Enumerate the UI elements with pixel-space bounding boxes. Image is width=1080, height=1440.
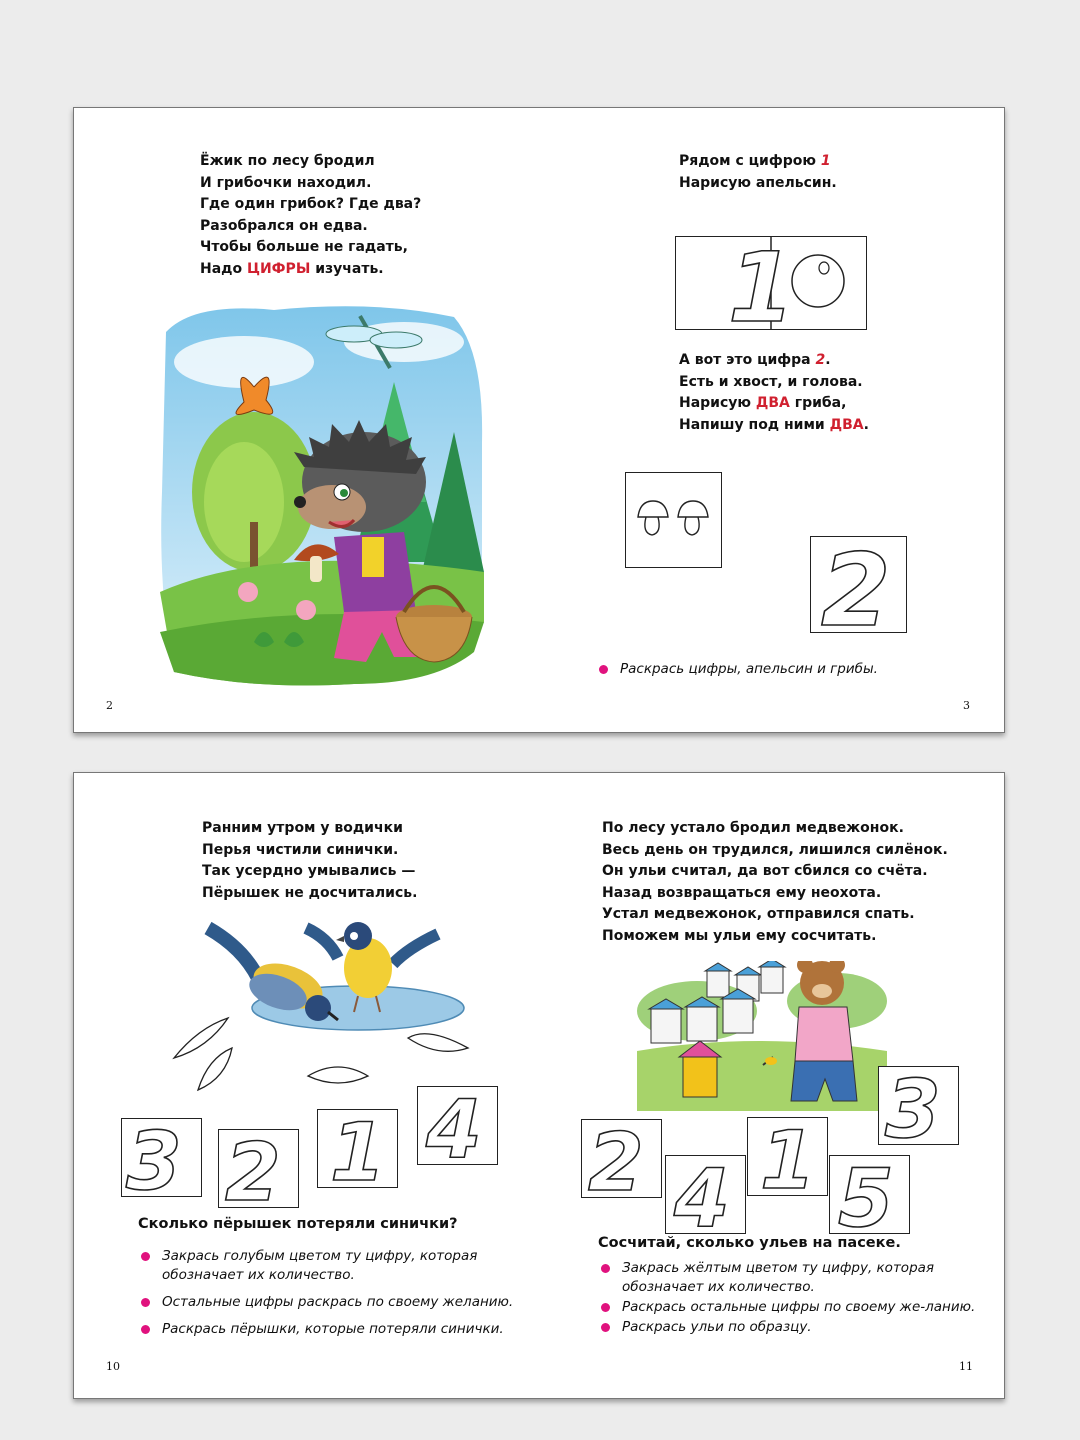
poem-line: Пёрышек не досчитались. — [202, 884, 418, 901]
digit-outline-2: 2 — [225, 1130, 281, 1207]
bullet-icon — [141, 1325, 150, 1334]
digit-outline-2: 2 — [588, 1120, 644, 1197]
digit-two-frame — [810, 536, 907, 633]
poem-line: Напишу под ними ДВА. — [679, 416, 869, 433]
task-color-digits: Раскрась цифры, апельсин и грибы. — [596, 660, 878, 679]
feather-outline-2 — [198, 1048, 232, 1090]
digit-outline-4: 4 — [426, 1087, 482, 1164]
hives-question: Сосчитай, сколько ульев на пасеке. — [598, 1235, 901, 1251]
bullet-icon — [599, 665, 608, 674]
digit-one-outline: 1 — [728, 237, 795, 329]
bear-apiary-illustration — [637, 961, 887, 1111]
digit-box-4 — [665, 1155, 746, 1234]
digit-outline-3: 3 — [885, 1067, 941, 1144]
spread-pages-2-3 — [73, 107, 1005, 733]
page-number-left: 10 — [106, 1360, 120, 1373]
spread-pages-10-11 — [73, 772, 1005, 1399]
poem-line: Весь день он трудился, лишился силёнок. — [602, 841, 948, 858]
two-mushrooms-frame — [625, 472, 722, 568]
orange-outline — [792, 255, 844, 307]
feather-outline-4 — [408, 1034, 468, 1052]
feathers-tasks: Закрась голубым цветом ту цифру, которая обозначает их количество. Остальные цифры раскрась по своему желанию. Раскрась пёрышки, которые потеряли синички. — [138, 1247, 518, 1339]
digit-box-2 — [218, 1129, 299, 1208]
bullet-icon — [141, 1298, 150, 1307]
digit-outline-1: 1 — [760, 1118, 816, 1195]
poem-line: По лесу устало бродил медвежонок. — [602, 820, 904, 836]
poem-line: Ёжик по лесу бродил — [200, 153, 375, 169]
mushroom-outline-2 — [678, 501, 708, 535]
digit-outline-1: 1 — [330, 1110, 386, 1187]
bear-poem — [602, 818, 948, 948]
bullet-icon — [601, 1264, 610, 1273]
titmice-poem — [202, 818, 417, 904]
poem-line: Нарисую апельсин. — [679, 174, 837, 191]
poem-line: И грибочки находил. — [200, 174, 372, 191]
digit-outline-4: 4 — [674, 1156, 730, 1233]
feather-outline-3 — [308, 1067, 368, 1083]
poem-line: Ранним утром у водички — [202, 820, 403, 836]
poem-line: Есть и хвост, и голова. — [679, 373, 863, 390]
poem-line: Нарисую ДВА гриба, — [679, 395, 847, 412]
digit-box-2 — [581, 1119, 662, 1198]
digit-outline-3: 3 — [126, 1119, 182, 1196]
poem-line: Он ульи считал, да вот сбился со счёта. — [602, 863, 928, 880]
digit-one-poem — [679, 151, 837, 194]
page-number-right: 11 — [959, 1360, 973, 1373]
poem-line: Надо ЦИФРЫ изучать. — [200, 260, 384, 277]
poem-line: Разобрался он едва. — [200, 217, 368, 234]
digit-box-1 — [317, 1109, 398, 1188]
bullet-icon — [601, 1323, 610, 1332]
digit-box-3 — [121, 1118, 202, 1197]
digit-two-poem — [679, 350, 869, 436]
poem-line: Устал медвежонок, отправился спать. — [602, 906, 915, 923]
poem-line: Перья чистили синички. — [202, 841, 399, 858]
digit-box-1 — [747, 1117, 828, 1196]
digit-one-orange-frame — [675, 236, 867, 330]
poem-line: Назад возвращаться ему неохота. — [602, 884, 882, 901]
feathers-question: Сколько пёрышек потеряли синички? — [138, 1216, 458, 1232]
hedgehog-poem — [200, 151, 421, 281]
poem-line: Поможем мы ульи ему сосчитать. — [602, 927, 877, 944]
poem-line: Так усердно умывались — — [202, 863, 416, 880]
feather-outline-1 — [174, 1018, 228, 1058]
mushroom-outline-1 — [638, 501, 668, 535]
digit-box-5 — [829, 1155, 910, 1234]
bullet-icon — [601, 1303, 610, 1312]
titmice-illustration — [168, 908, 478, 1098]
poem-line: А вот это цифра 2. — [679, 352, 831, 368]
digit-box-4 — [417, 1086, 498, 1165]
hedgehog-illustration — [154, 292, 490, 690]
digit-box-3 — [878, 1066, 959, 1145]
poem-line: Где один грибок? Где два? — [200, 196, 422, 213]
poem-line: Рядом с цифрою 1 — [679, 153, 831, 169]
poem-line: Чтобы больше не гадать, — [200, 239, 408, 256]
hives-tasks: Закрась жёлтым цветом ту цифру, которая обозначает их количество. Раскрась остальные цифры по своему же-ланию. Раскрась ульи по образцу. — [598, 1259, 976, 1337]
page-number-left: 2 — [106, 699, 113, 712]
page-number-right: 3 — [963, 699, 970, 712]
bullet-icon — [141, 1252, 150, 1261]
digit-two-outline: 2 — [821, 537, 891, 632]
digit-outline-5: 5 — [838, 1156, 894, 1233]
